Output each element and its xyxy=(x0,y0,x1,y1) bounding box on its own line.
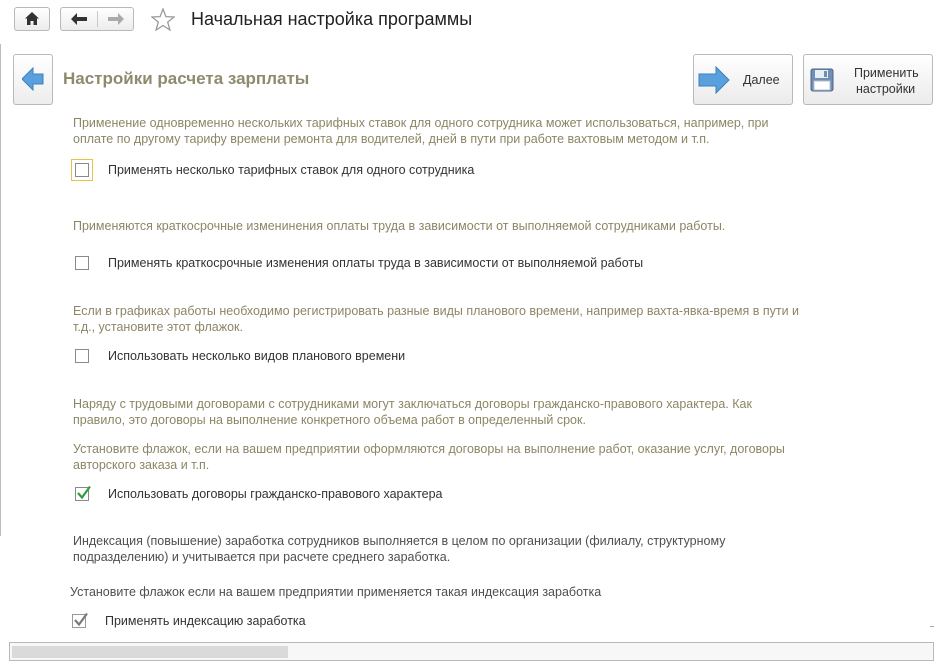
civil-contracts-label[interactable]: Использовать договоры гражданско-правового характера xyxy=(108,487,443,501)
section-planned-time-description xyxy=(73,303,833,335)
star-icon[interactable] xyxy=(151,8,175,31)
checkmark-icon xyxy=(74,612,88,627)
short-term-pay-changes-checkbox[interactable] xyxy=(75,256,89,270)
planned-time-types-checkbox[interactable] xyxy=(75,349,89,363)
section-indexation-hint: Установите флажок если на вашем предприятии применяется такая индексация заработка xyxy=(70,585,602,599)
short-term-pay-changes-label[interactable]: Применять краткосрочные изменения оплаты труда в зависимости от выполняемой работы xyxy=(108,256,644,270)
horizontal-scrollbar-thumb[interactable] xyxy=(12,646,288,658)
form-left-border xyxy=(0,44,1,536)
apply-settings-button[interactable] xyxy=(803,54,933,105)
arrow-left-icon xyxy=(71,13,87,25)
back-button[interactable] xyxy=(61,8,97,30)
checkmark-icon xyxy=(77,485,91,500)
description-line: подразделению) и учитывается при расчете среднего заработка. xyxy=(73,550,451,564)
description-line: авторского заказа и т.п. xyxy=(73,458,210,472)
description-line: Наряду с трудовыми договорами с сотрудниками могут заключаться договоры гражданско-правового характера. Как xyxy=(73,397,752,411)
window-title: Начальная настройка программы xyxy=(191,9,473,29)
civil-contracts-checkbox[interactable] xyxy=(75,487,89,501)
description-line: т.д., установите этот флажок. xyxy=(73,320,243,334)
vertical-scroll-marker xyxy=(930,626,934,627)
description-line: Применение одновременно нескольких тарифных ставок для одного сотрудника может использоваться, например, при xyxy=(73,116,769,130)
previous-step-button[interactable] xyxy=(13,54,53,105)
description-line: правило, это договоры на выполнение конкретного объема работ в определенный срок. xyxy=(73,413,586,427)
next-button[interactable] xyxy=(693,54,793,105)
planned-time-types-label[interactable]: Использовать несколько видов планового времени xyxy=(108,349,406,363)
salary-indexation-checkbox[interactable] xyxy=(72,614,86,628)
section-short-term-pay-description xyxy=(73,218,833,234)
multiple-tariff-rates-checkbox[interactable] xyxy=(75,163,89,177)
big-arrow-left-icon xyxy=(22,67,44,91)
home-icon xyxy=(25,12,39,25)
forward-button[interactable] xyxy=(98,8,134,30)
big-arrow-right-icon xyxy=(698,66,730,94)
section-indexation-description xyxy=(73,533,833,565)
section-civil-contracts-description xyxy=(73,396,833,473)
description-line: Установите флажок, если на вашем предприятии оформляются договоры на выполнение работ, оказание услуг, договоры xyxy=(73,442,785,456)
apply-settings-label-line1: Применить xyxy=(854,66,919,80)
apply-settings-label-line2: настройки xyxy=(856,82,916,96)
description-line: Индексация (повышение) заработка сотрудников выполняется в целом по организации (филиалу, структурному xyxy=(73,534,726,548)
nav-history-group xyxy=(60,7,134,31)
salary-indexation-label[interactable]: Применять индексацию заработка xyxy=(105,614,306,628)
description-line: оплате по другому тарифу времени ремонта для водителей, дней в пути при работе вахтовым методом и т.п. xyxy=(73,132,710,146)
next-button-label: Далее xyxy=(743,73,780,87)
multiple-tariff-rates-label[interactable]: Применять несколько тарифных ставок для одного сотрудника xyxy=(108,163,475,177)
page-title: Настройки расчета зарплаты xyxy=(63,69,310,88)
home-button[interactable] xyxy=(14,7,50,31)
arrow-right-icon xyxy=(108,13,124,25)
description-line: Применяются краткосрочные изменинения оплаты труда в зависимости от выполняемой сотрудниками работы. xyxy=(73,219,726,233)
horizontal-scrollbar[interactable] xyxy=(9,642,934,661)
section-tariff-rates-description xyxy=(73,115,833,147)
floppy-disk-icon xyxy=(810,68,834,92)
description-line: Если в графиках работы необходимо регистрировать разные виды планового времени, например вахта-явка-время в пути и xyxy=(73,304,800,318)
